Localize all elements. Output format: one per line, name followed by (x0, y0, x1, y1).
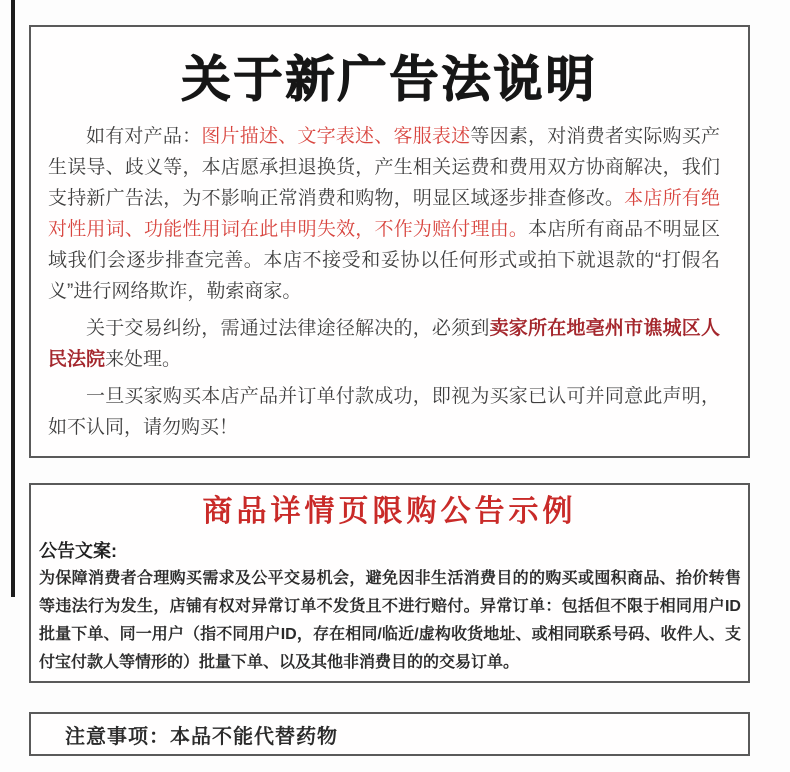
caution-note-text: 注意事项：本品不能代替药物 (65, 725, 338, 748)
advertising-law-body (48, 121, 720, 443)
purchase-limit-title: 商品详情页限购公告示例 (202, 495, 577, 528)
law-p2-seg1-red-bold: 卖家所在地亳州市谯城区人民法院 (48, 318, 720, 370)
law-p1-seg4: 本店所有商品不明显区域我们会逐步排查完善。本店不接受和妥协以任何形式或拍下就退款的“打假名义”进行网络欺诈，勒索商家。 (48, 219, 720, 302)
advertising-law-title: 关于新广告法说明 (181, 53, 598, 107)
law-p2-seg2: 来处理。 (105, 349, 182, 370)
law-p2-seg0: 关于交易纠纷，需通过法律途径解决的，必须到 (86, 318, 490, 339)
law-p1-seg0: 如有对产品： (86, 126, 202, 147)
law-p1-seg1-red: 图片描述、文字表述、客服表述 (201, 126, 471, 147)
law-paragraph-disputes (48, 313, 720, 375)
law-p1-seg3-red: 本店所有绝对性用词、功能性用词在此申明失效，不作为赔付理由。 (48, 188, 720, 240)
law-paragraph-products (48, 121, 720, 307)
law-p3-text: 一旦买家购买本店产品并订单付款成功，即视为买家已认可并同意此声明，如不认同，请勿购买！ (48, 386, 720, 438)
law-paragraph-agreement (48, 381, 720, 443)
announcement-copy-label: 公告文案: (39, 541, 117, 561)
purchase-limit-body: 为保障消费者合理购买需求及公平交易机会，避免因非生活消费目的的购买或囤积商品、抬价转售等违法行为发生，店铺有权对异常订单不发货且不进行赔付。异常订单：包括但不限于相同用户ID批量下单、同一用户（指不同用户ID，存在相同/临近/虚构收货地址、或相同联系号码、收件人、支付宝付款人等情形的）批量下单、以及其他非消费目的的交易订单。 (39, 570, 741, 671)
law-p1-seg2: 等因素，对消费者实际购买产生误导、歧义等，本店愿承担退换货，产生相关运费和费用双方协商解决，我们支持新广告法，为不影响正常消费和购物，明显区域逐步排查修改。 (48, 126, 720, 209)
advertising-law-notice-box (29, 25, 750, 458)
caution-note-box (29, 712, 750, 756)
left-vertical-rule (11, 0, 15, 597)
purchase-limit-notice-box (29, 483, 750, 683)
